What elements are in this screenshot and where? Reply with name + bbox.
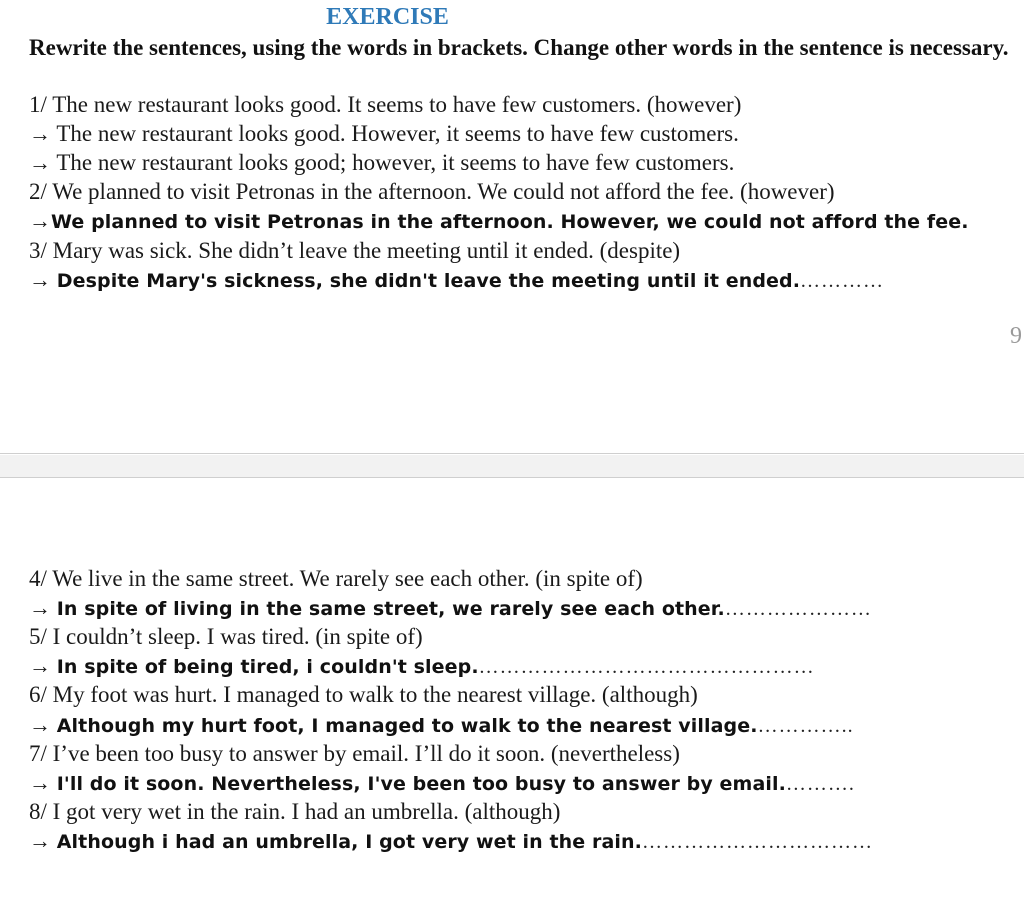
question-7: 7/ I’ve been too busy to answer by email. I’ll do it soon. (nevertheless)	[29, 741, 680, 766]
question-2: 2/ We planned to visit Petronas in the afternoon. We could not afford the fee. (however)	[29, 179, 835, 204]
arrow-icon: →	[29, 150, 51, 175]
arrow-icon: →	[29, 712, 51, 737]
question-1-example-b	[29, 149, 734, 177]
arrow-icon: →	[29, 208, 51, 233]
answer-text: Although my hurt foot, I managed to walk to the nearest village.	[56, 715, 758, 737]
arrow-icon: →	[29, 595, 51, 620]
arrow-icon: →	[29, 653, 51, 678]
question-1-example-a	[29, 120, 739, 148]
page-divider-bottom	[0, 477, 1024, 478]
answer-text: In spite of living in the same street, we rarely see each other.	[56, 598, 725, 620]
answer-5	[29, 652, 815, 681]
answer-6	[29, 711, 854, 740]
answer-dots: …………………	[724, 598, 872, 620]
answer-dots: ……….	[785, 773, 855, 795]
arrow-icon: →	[29, 770, 51, 795]
answer-2	[29, 207, 969, 236]
answer-8	[29, 827, 873, 856]
example-text: The new restaurant looks good. However, it seems to have few customers.	[56, 121, 739, 146]
answer-text: Although i had an umbrella, I got very wet in the rain.	[56, 831, 642, 853]
page-divider-top	[0, 453, 1024, 454]
answer-text: I'll do it soon. Nevertheless, I've been too busy to answer by email.	[56, 773, 786, 795]
arrow-icon: →	[29, 267, 51, 292]
answer-3	[29, 266, 884, 295]
exercise-title: EXERCISE	[326, 4, 449, 30]
question-8: 8/ I got very wet in the rain. I had an umbrella. (although)	[29, 799, 561, 824]
answer-7	[29, 769, 855, 798]
page-number: 9	[1010, 323, 1022, 349]
arrow-icon: →	[29, 121, 51, 146]
question-3: 3/ Mary was sick. She didn’t leave the meeting until it ended. (despite)	[29, 238, 681, 263]
question-6: 6/ My foot was hurt. I managed to walk to the nearest village. (although)	[29, 682, 698, 707]
example-text: The new restaurant looks good; however, it seems to have few customers.	[56, 150, 735, 175]
answer-dots: ……………………………	[641, 831, 873, 853]
answer-dots: …………………………………………	[478, 656, 815, 678]
answer-text: In spite of being tired, i couldn't sleep.	[56, 656, 479, 678]
question-5: 5/ I couldn’t sleep. I was tired. (in spite of)	[29, 624, 423, 649]
answer-text: We planned to visit Petronas in the afternoon. However, we could not afford the fee.	[51, 211, 969, 233]
question-4: 4/ We live in the same street. We rarely see each other. (in spite of)	[29, 566, 643, 591]
answer-text: Despite Mary's sickness, she didn't leave the meeting until it ended.	[56, 270, 801, 292]
instruction: Rewrite the sentences, using the words in brackets. Change other words in the sentence is necessary.	[29, 35, 1009, 60]
question-1: 1/ The new restaurant looks good. It seems to have few customers. (however)	[29, 92, 742, 117]
answer-dots: …………..	[757, 715, 854, 737]
arrow-icon: →	[29, 828, 51, 853]
answer-4	[29, 594, 872, 623]
page-gap	[0, 455, 1024, 477]
answer-dots: …………	[800, 270, 885, 292]
